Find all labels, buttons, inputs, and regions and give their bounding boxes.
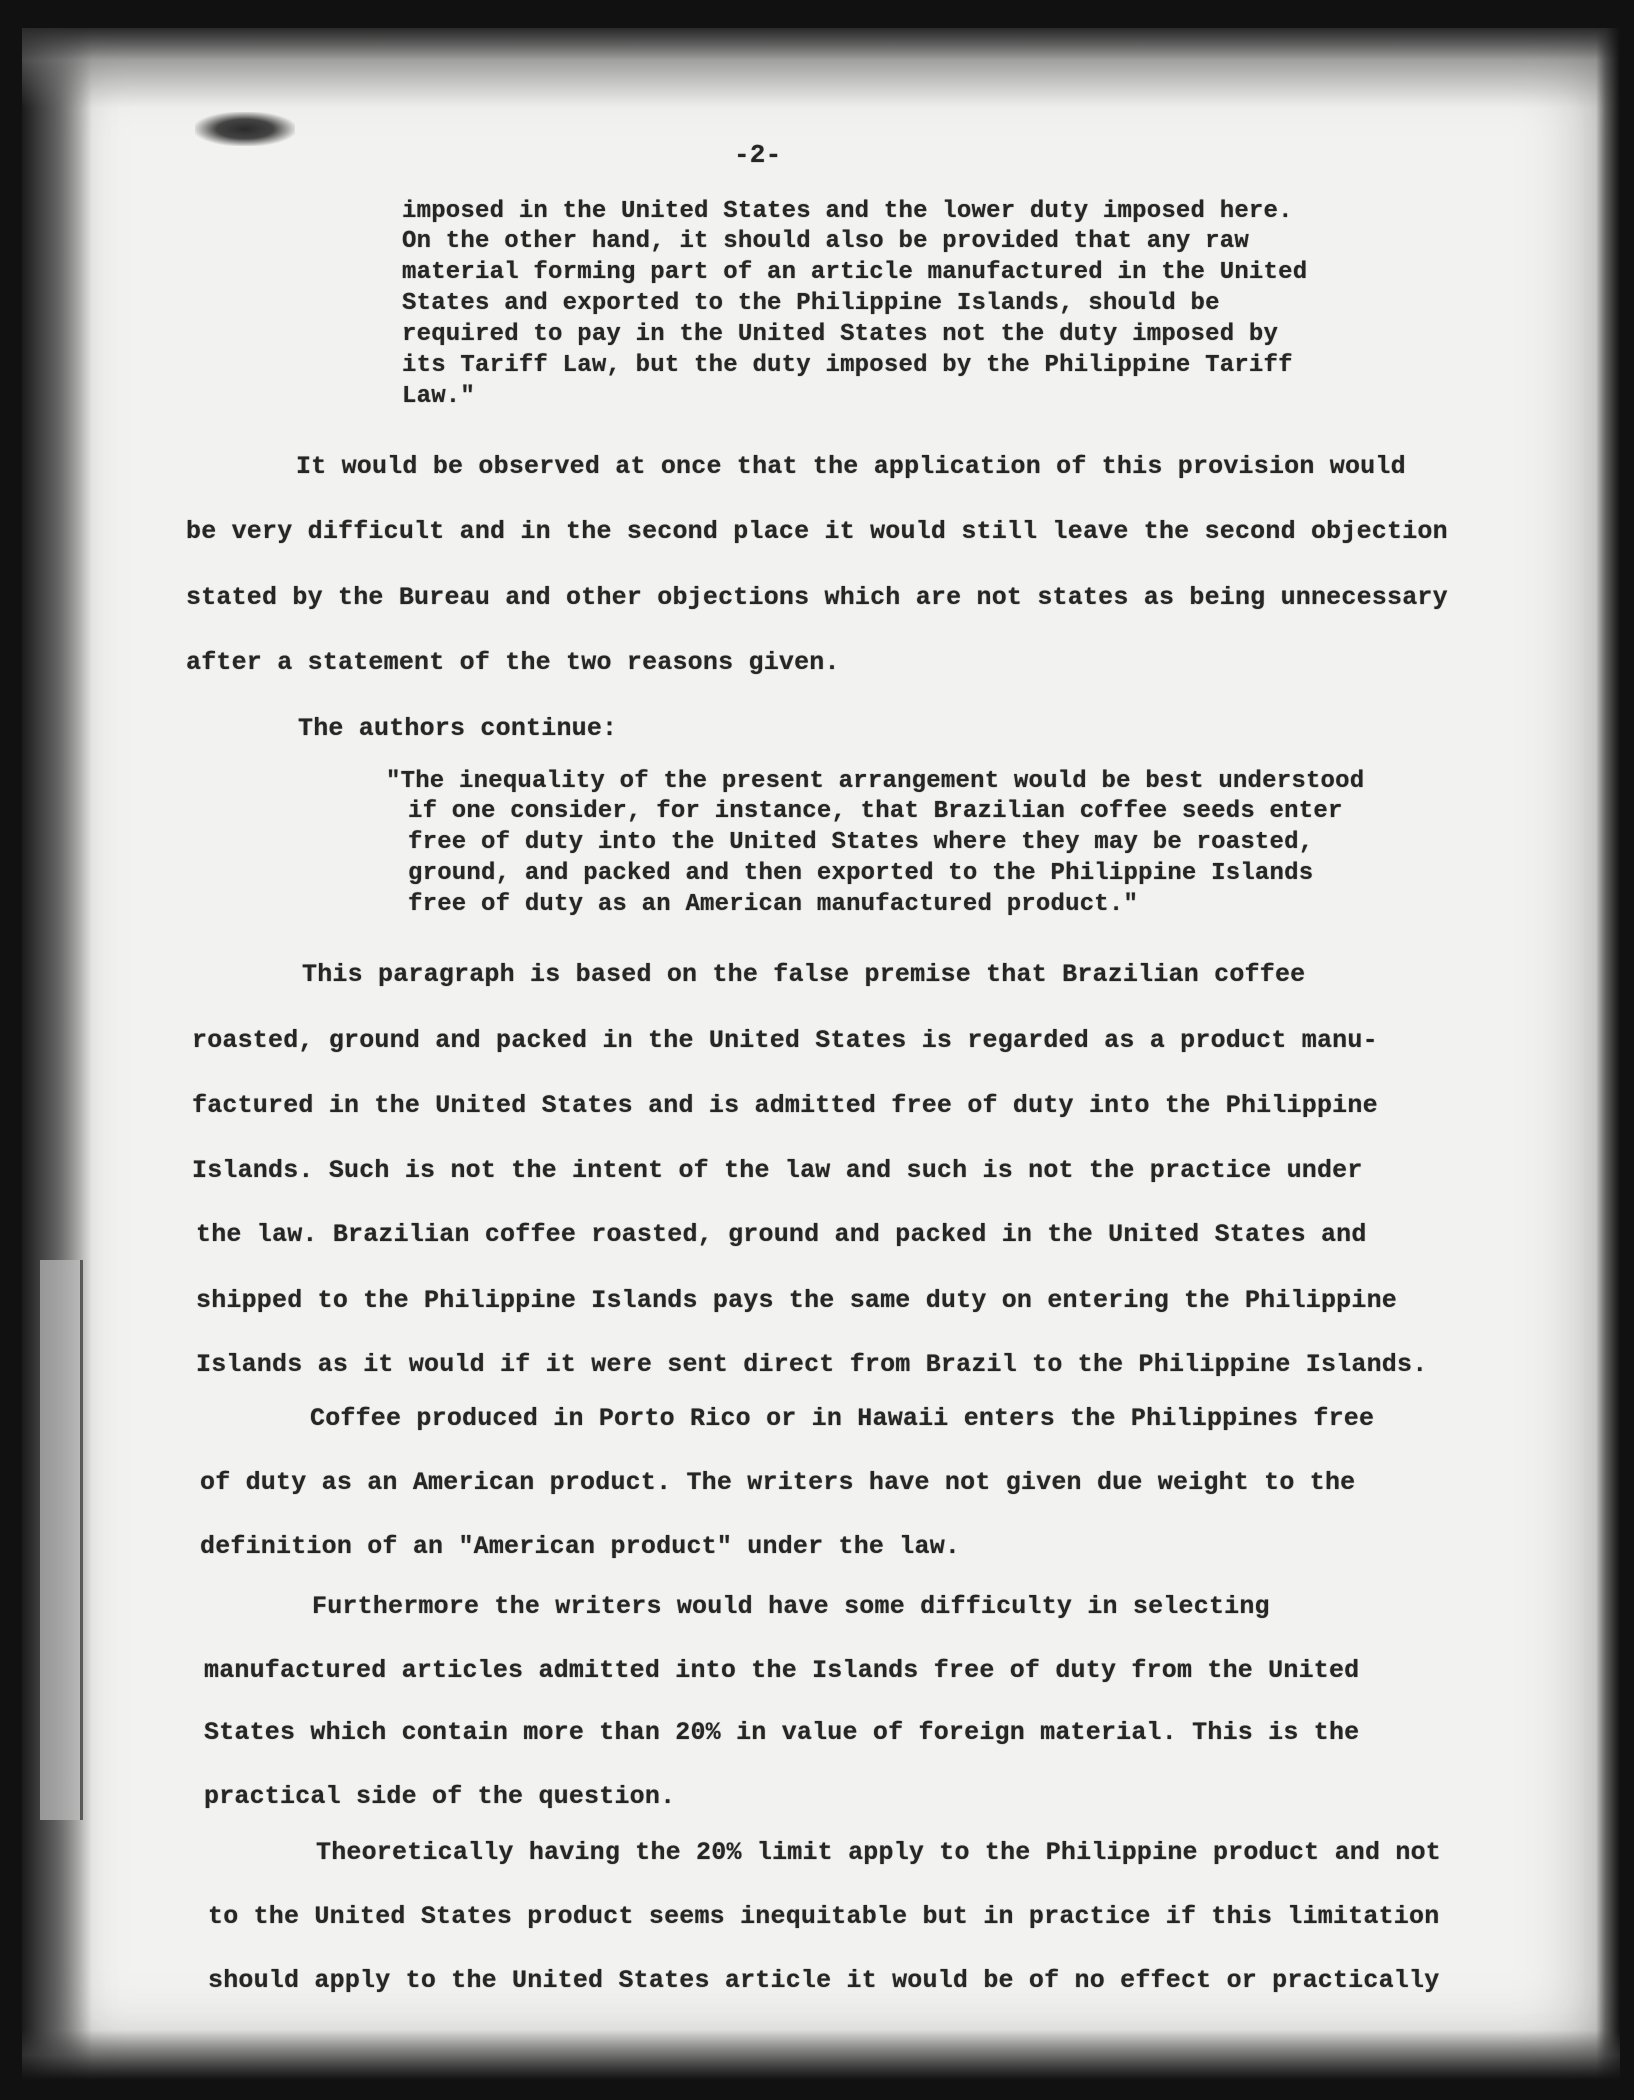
page-top-shadow	[22, 28, 1620, 108]
paragraph-2-line: This paragraph is based on the false premise that Brazilian coffee	[302, 960, 1306, 989]
block-quote-1-line: its Tariff Law, but the duty imposed by the Philippine Tariff	[402, 352, 1293, 379]
paragraph-1-line: be very difficult and in the second place it would still leave the second objection	[186, 517, 1448, 546]
paragraph-4-line: Furthermore the writers would have some difficulty in selecting	[312, 1592, 1270, 1621]
block-quote-1-line: States and exported to the Philippine Islands, should be	[402, 290, 1220, 317]
paragraph-3-line: definition of an "American product" under the law.	[200, 1532, 961, 1561]
paragraph-3-line: Coffee produced in Porto Rico or in Hawaii enters the Philippines free	[310, 1404, 1375, 1433]
block-quote-2-line: if one consider, for instance, that Brazilian coffee seeds enter	[408, 798, 1343, 825]
block-quote-1-line: Law."	[402, 383, 476, 410]
paragraph-4-line: manufactured articles admitted into the Islands free of duty from the United	[204, 1656, 1360, 1685]
paragraph-2-line: factured in the United States and is admitted free of duty into the Philippine	[192, 1091, 1378, 1120]
paragraph-2-line: roasted, ground and packed in the United States is regarded as a product manu-	[192, 1026, 1378, 1055]
paragraph-2-line: Islands. Such is not the intent of the law and such is not the practice under	[192, 1156, 1363, 1185]
paragraph-4-line: States which contain more than 20% in value of foreign material. This is the	[204, 1718, 1360, 1747]
ink-smudge-mark	[195, 112, 295, 146]
block-quote-1-line: imposed in the United States and the lower duty imposed here.	[402, 198, 1293, 225]
paragraph-5-line: should apply to the United States article it would be of no effect or practically	[208, 1966, 1440, 1995]
paragraph-3-line: of duty as an American product. The writers have not given due weight to the	[200, 1468, 1356, 1497]
paragraph-2-line: the law. Brazilian coffee roasted, ground and packed in the United States and	[196, 1220, 1367, 1249]
block-quote-2-line: free of duty as an American manufactured product."	[408, 891, 1139, 918]
block-quote-1-line: material forming part of an article manufactured in the United	[402, 259, 1308, 286]
paragraph-1-line: It would be observed at once that the application of this provision would	[296, 452, 1406, 481]
block-quote-2-line: ground, and packed and then exported to the Philippine Islands	[408, 860, 1314, 887]
page-bottom-shadow	[22, 2030, 1620, 2080]
block-quote-2-line: "The inequality of the present arrangement would be best understood	[386, 768, 1365, 795]
page-number: -2-	[734, 140, 782, 170]
intro-line: The authors continue:	[298, 714, 618, 743]
paragraph-2-line: shipped to the Philippine Islands pays the same duty on entering the Philippine	[196, 1286, 1397, 1315]
page-right-shadow	[1596, 28, 1620, 2080]
block-quote-1-line: required to pay in the United States not the duty imposed by	[402, 321, 1279, 348]
paragraph-1-line: stated by the Bureau and other objections which are not states as being unnecessary	[186, 583, 1448, 612]
page-torn-edge	[40, 1260, 83, 1820]
paragraph-5-line: to the United States product seems inequitable but in practice if this limitation	[208, 1902, 1440, 1931]
paragraph-5-line: Theoretically having the 20% limit apply to the Philippine product and not	[316, 1838, 1441, 1867]
block-quote-1-line: On the other hand, it should also be provided that any raw	[402, 228, 1249, 255]
paragraph-2-line: Islands as it would if it were sent direct from Brazil to the Philippine Islands.	[196, 1350, 1428, 1379]
block-quote-2-line: free of duty into the United States where they may be roasted,	[408, 829, 1314, 856]
paragraph-1-line: after a statement of the two reasons given.	[186, 648, 840, 677]
paragraph-4-line: practical side of the question.	[204, 1782, 676, 1811]
